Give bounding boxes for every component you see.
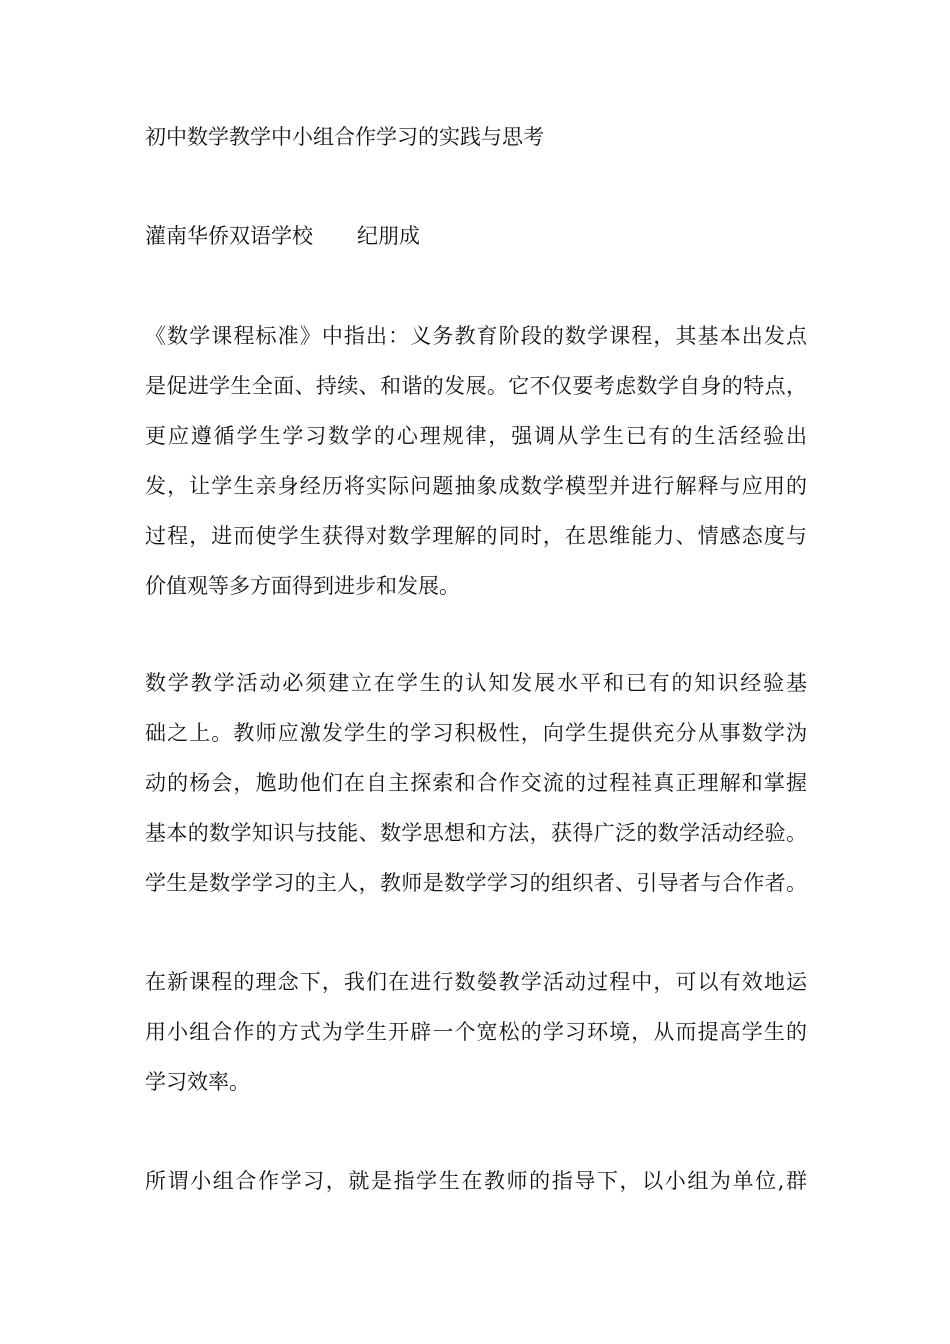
text-line: 用小组合作的方式为学生开辟一个宽松的学习环境，从而提高学生的	[145, 1020, 807, 1044]
text-line: 所谓小组合作学习，就是指学生在教师的指导下，以小组为单位,群	[145, 1169, 807, 1193]
text-line: 动的杨会，尯助他们在自主探索和合作交流的过程袿真正理解和掌握	[145, 771, 807, 795]
paragraph-4	[145, 1163, 807, 1213]
author-line	[145, 218, 420, 254]
text-line: 过程，进而使学生获得对数学理解的同时，在思维能力、情感态度与	[145, 524, 807, 548]
text-line: 发，让学生亲身经历将实际问题抽象成数学模型并进行解释与应用的	[145, 474, 807, 498]
text-line: 价值观等多方面得到进步和发展。	[145, 574, 460, 598]
author-name: 纪朋成	[357, 224, 420, 248]
text-line: 《数学课程标准》中指出：义务教育阶段的数学课程，其基本出发点	[145, 324, 807, 348]
paragraph-3	[145, 964, 807, 1114]
document-title: 初中数学教学中小组合作学习的实践与思考	[145, 125, 544, 149]
text-line: 学生是数学学习的主人，教师是数学学习的组织者、引导者与合作者。	[145, 871, 807, 895]
text-line: 学习效率。	[145, 1070, 250, 1094]
text-line: 是促进学生全面、持续、和谐的发展。它不仅要考虑数学自身的特点，	[145, 374, 807, 398]
text-line: 更应遵循学生学习数学的心理规律，强调从学生已有的生活经验出	[145, 424, 807, 448]
text-line: 础之上。教师应激发学生的学习积极性，向学生提供充分从事数学沩	[145, 721, 807, 745]
text-line: 数学教学活动必须建立在学生的认知发展水平和已有的知识经验基	[145, 671, 807, 695]
paragraph-2	[145, 665, 807, 915]
paragraph-1	[145, 318, 807, 618]
school-name: 灌南华侨双语学校	[145, 224, 313, 248]
text-line: 在新课程的理念下，我们在进行数嫈教学活动过程中，可以有效地运	[145, 970, 807, 994]
text-line: 基本的数学知识与技能、数学思想和方法，获得广泛的数学活动经验。	[145, 821, 807, 845]
